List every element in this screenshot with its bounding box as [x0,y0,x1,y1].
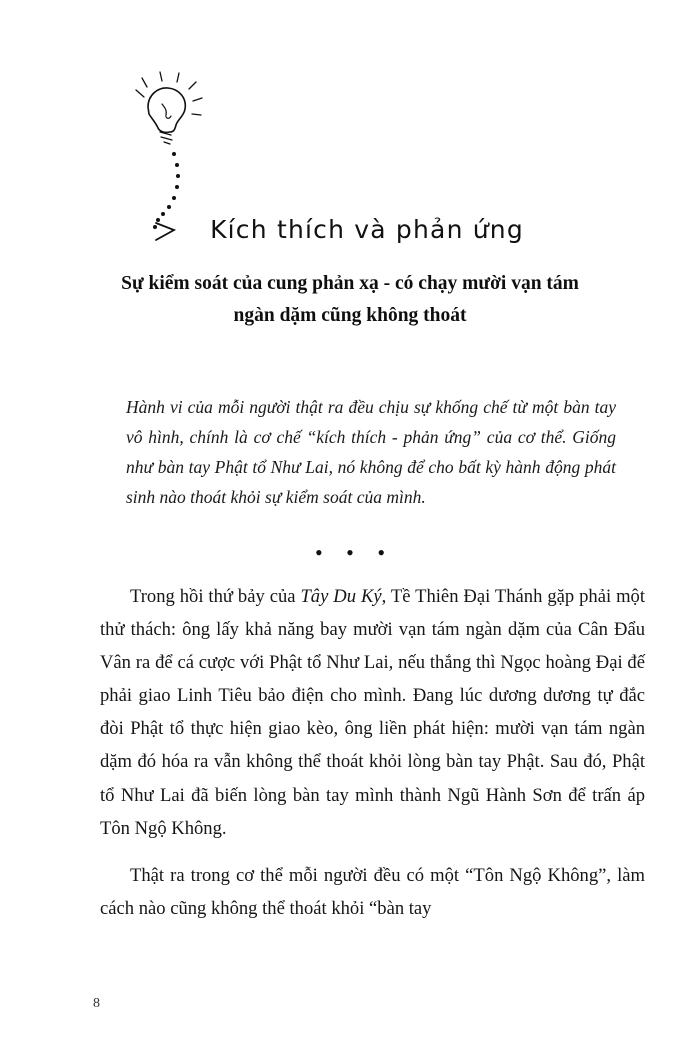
page-number: 8 [93,996,100,1011]
body-paragraph [100,859,645,925]
subtitle-line-2: ngàn dặm cũng không thoát [233,304,467,326]
text-run: Thật ra trong cơ thể mỗi người đều có một “Tôn Ngộ Không”, làm cách nào cũng không thể thoát khỏi “bàn tay [100,864,645,919]
lightbulb-glass-icon [148,88,185,132]
chapter-subtitle [100,268,600,331]
subtitle-line-1: Sự kiểm soát của cung phản xạ - có chạy mười vạn tám [121,273,579,294]
epigraph-text: Hành vi của mỗi người thật ra đều chịu sự khống chế từ một bàn tay vô hình, chính là cơ chế “kích thích - phản ứng” của cơ thể. Giống như bàn tay Phật tổ Như Lai, nó không để cho bất kỳ hành động phát sinh nào thoát khỏi sự kiểm soát của mình. [126,397,616,508]
text-run: , Tề Thiên Đại Thánh gặp phải một thử thách: ông lấy khả năng bay mười vạn tám ngàn dặm của Cân Đẩu Vân ra để cá cược với Phật tổ Như Lai, nếu thắng thì Ngọc hoàng Đại đế phải giao Linh Tiêu bảo điện cho mình. Đang lúc dương dương tự đắc đòi Phật tổ thực hiện giao kèo, ông liền phát hiện: mười vạn tám ngàn dặm đó hóa ra vẫn không thể thoát khỏi lòng bàn tay Phật. Sau đó, Phật tổ Như Lai đã biến lòng bàn tay mình thành Ngũ Hành Sơn để trấn áp Tôn Ngộ Không. [100,586,646,839]
book-title-reference: Tây Du Ký [300,586,382,607]
chapter-title: Kích thích và phản ứng [210,215,524,244]
body-text [100,580,645,925]
body-paragraph [100,580,645,845]
text-run: Trong hồi thứ bảy của [130,586,301,607]
section-divider: • • • [314,540,395,565]
